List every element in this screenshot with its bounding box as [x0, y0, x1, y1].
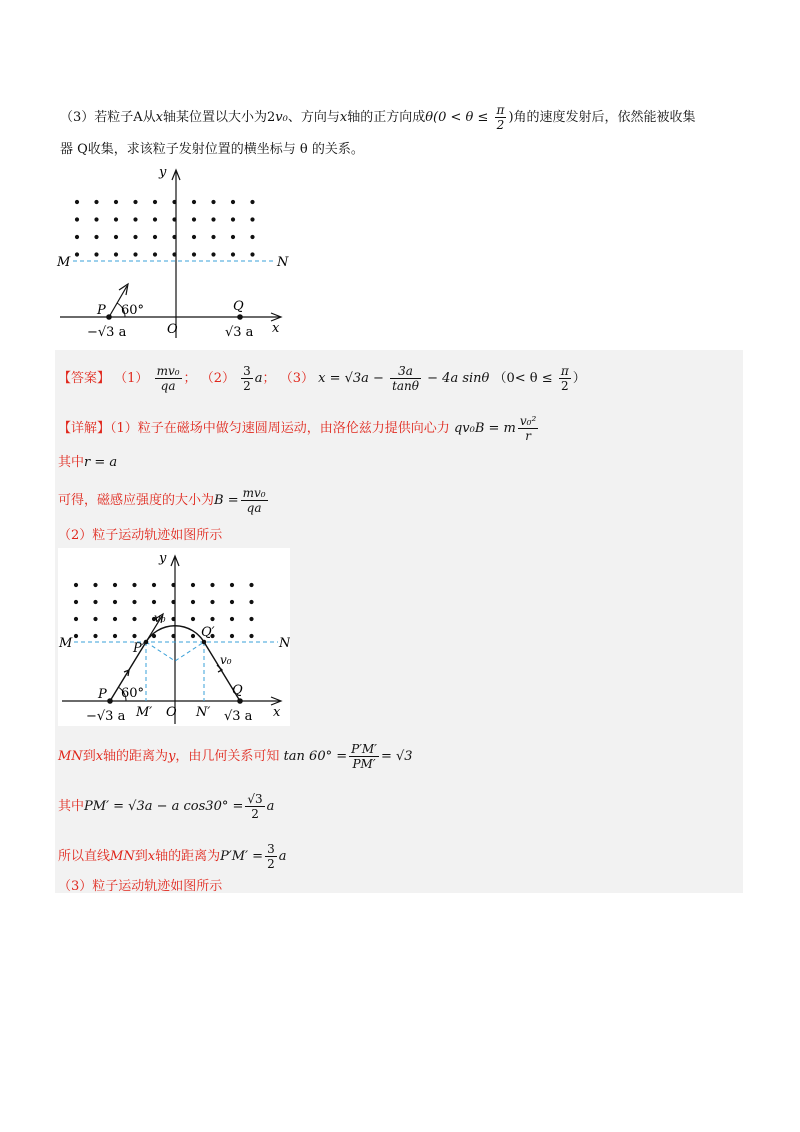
field-dot — [211, 200, 215, 204]
field-dot — [153, 235, 157, 239]
field-dot — [114, 200, 118, 204]
answer-1-fraction: $\frac{\text{mv₀}}{qa}$ — [156, 364, 180, 393]
detail-line-7 — [58, 842, 286, 871]
field-dot — [250, 200, 254, 204]
label-N: N — [279, 636, 290, 651]
detail-line-4: （2）粒子运动轨迹如图所示 — [58, 528, 223, 543]
field-dot — [132, 583, 136, 587]
field-dot — [93, 600, 97, 604]
field-dot — [133, 252, 137, 256]
field-dot — [211, 252, 215, 256]
tan-eq: tan 60° = — [283, 749, 348, 764]
b-eq: B = — [214, 493, 239, 508]
point-Q-prime — [202, 640, 207, 645]
field-dot — [75, 252, 79, 256]
label-Q: Q — [232, 683, 243, 698]
pm-prime-fraction: $\frac{3}{2}$ — [267, 842, 275, 871]
q-text: 轴某位置以大小为2 — [163, 110, 276, 125]
label-Q: Q — [233, 299, 244, 314]
field-dot — [210, 583, 214, 587]
label-P-prime: P′ — [133, 641, 145, 656]
detail-line-8: （3）粒子运动轨迹如图所示 — [58, 879, 223, 894]
label-v0-right: v₀ — [220, 653, 232, 667]
field-dot — [191, 617, 195, 621]
field-dot — [192, 235, 196, 239]
lorentz-fraction: $\frac{\text{v₀²}}{r}$ — [519, 414, 537, 443]
sep: ； — [262, 371, 276, 386]
sep: ； — [183, 371, 197, 386]
lorentz-eq: qv₀B = m — [453, 421, 516, 436]
field-dot — [94, 217, 98, 221]
field-dot — [132, 617, 136, 621]
pm-eq: PM′ = √3a − a cos30° = — [84, 799, 244, 814]
field-dot — [250, 252, 254, 256]
pm-prime-tail: a — [278, 849, 287, 864]
left-coord: −√3 a — [87, 325, 127, 340]
field-dot — [250, 217, 254, 221]
figure-2 — [58, 548, 290, 726]
label-M: M — [59, 636, 73, 651]
field-dot — [74, 583, 78, 587]
point-P — [107, 698, 113, 704]
field-dot — [113, 617, 117, 621]
angle-label: 60° — [121, 303, 145, 318]
field-dot — [74, 617, 78, 621]
field-dot — [191, 634, 195, 638]
field-dot — [153, 252, 157, 256]
magnetic-field-dots — [75, 200, 255, 257]
field-dot — [211, 217, 215, 221]
label-v0-left: v₀ — [154, 611, 166, 625]
field-dot — [231, 200, 235, 204]
detail-text: 其中 — [58, 799, 85, 814]
field-dot — [250, 235, 254, 239]
pm-fraction: $\frac{√3}{2}$ — [247, 792, 263, 821]
field-dot — [210, 617, 214, 621]
label-N: N — [277, 255, 289, 270]
detail-line-1 — [58, 414, 540, 443]
q-var: v₀ — [275, 110, 288, 125]
detail-line-3 — [58, 486, 270, 515]
field-dot — [231, 235, 235, 239]
field-dot — [191, 600, 195, 604]
angle-label: 60° — [121, 686, 145, 701]
answer-2-fraction: $\frac{3}{2}$ — [243, 364, 251, 393]
arrow-head — [119, 284, 128, 295]
question-line-2: 器 Q收集，求该粒子发射位置的横坐标与 θ 的关系。 — [60, 142, 364, 157]
field-dot — [114, 252, 118, 256]
pm-tail: a — [266, 799, 275, 814]
q-text: ) — [508, 110, 514, 125]
field-dot — [249, 634, 253, 638]
label-Q-prime: Q′ — [201, 625, 215, 640]
point-Q — [237, 698, 243, 704]
field-dot — [153, 217, 157, 221]
field-dot — [114, 235, 118, 239]
field-dot — [230, 634, 234, 638]
field-dot — [113, 600, 117, 604]
x-label: x — [273, 705, 281, 720]
answer-part-1: （1） — [114, 371, 149, 386]
field-dot — [231, 252, 235, 256]
field-dot — [191, 583, 195, 587]
left-coord: −√3 a — [86, 709, 126, 724]
field-dot — [75, 235, 79, 239]
field-dot — [93, 617, 97, 621]
answer-2-tail: a — [254, 371, 263, 386]
field-dot — [94, 200, 98, 204]
q-text: 、方向与 — [287, 110, 340, 125]
pi-over-two: $\frac{\pi}{2}$ — [496, 103, 505, 132]
q-var: x — [155, 110, 164, 125]
field-dot — [210, 600, 214, 604]
detail-line-5 — [58, 742, 413, 771]
detail-text: 可得，磁感应强度的大小为 — [58, 493, 215, 508]
field-dot — [133, 217, 137, 221]
question-line-1 — [60, 103, 696, 132]
detail-text: 到 — [82, 749, 96, 764]
q-text: 轴的正方向成 — [347, 110, 426, 125]
field-dot — [249, 617, 253, 621]
point-Q — [237, 314, 243, 320]
mn-label: MN — [58, 749, 83, 764]
answer-part-3: （3） — [279, 371, 314, 386]
label-P: P — [97, 303, 106, 318]
label-N-prime: N′ — [196, 705, 211, 720]
q-var: θ(0 < θ ≤ — [425, 110, 493, 125]
right-coord: √3 a — [225, 325, 254, 340]
detail-text: 到 — [134, 849, 148, 864]
field-dot — [231, 217, 235, 221]
field-dot — [94, 252, 98, 256]
field-dot — [192, 200, 196, 204]
field-dot — [113, 634, 117, 638]
tan-tail: = √3 — [380, 749, 413, 764]
field-dot — [192, 252, 196, 256]
field-dot — [153, 200, 157, 204]
answer-line — [58, 364, 586, 393]
field-dot — [249, 600, 253, 604]
b-fraction: $\frac{\text{mv₀}}{qa}$ — [242, 486, 266, 515]
field-dot — [93, 583, 97, 587]
field-dot — [230, 617, 234, 621]
detail-text: 轴的距离为 — [155, 849, 221, 864]
answer-3-expr-b: − 4a sinθ — [427, 371, 490, 386]
field-dot — [132, 634, 136, 638]
q-text: 角的速度发射后，依然能被收集 — [513, 110, 696, 125]
label-P: P — [98, 687, 107, 702]
field-dot — [133, 200, 137, 204]
label-O: O — [166, 705, 177, 720]
answer-3-expr: x = √3a − — [318, 371, 384, 386]
radius-eq: r = a — [84, 455, 118, 470]
field-dot — [74, 600, 78, 604]
field-dot — [74, 634, 78, 638]
field-dot — [75, 217, 79, 221]
field-dot — [211, 235, 215, 239]
field-dot — [230, 583, 234, 587]
tan-fraction: $\frac{P'M'}{PM'}$ — [351, 742, 377, 771]
detail-text: 轴的距离为 — [103, 749, 169, 764]
y-label: y — [159, 165, 167, 180]
detail-text: ，由几何关系可知 — [175, 749, 280, 764]
label-M: M — [57, 255, 71, 270]
field-dot — [94, 235, 98, 239]
field-dot — [114, 217, 118, 221]
figure-1 — [55, 162, 290, 340]
field-dot — [230, 600, 234, 604]
field-dot — [113, 583, 117, 587]
answer-tag: 【答案】 — [58, 371, 111, 386]
label-O: O — [167, 322, 178, 337]
field-dot — [249, 583, 253, 587]
answer-3-range-fraction: $\frac{\pi}{2}$ — [560, 364, 569, 393]
label-M-prime: M′ — [136, 705, 153, 720]
answer-3-fraction: $\frac{3a}{\tan\theta}$ — [392, 364, 420, 393]
right-coord: √3 a — [224, 709, 253, 724]
detail-line-6 — [58, 792, 274, 821]
y-label: y — [159, 551, 167, 566]
detail-text: 其中 — [58, 455, 85, 470]
field-dot — [192, 217, 196, 221]
detail-line-2 — [58, 454, 117, 472]
detail-tag: 【详解】 — [58, 421, 111, 436]
answer-3-close: ） — [572, 371, 586, 386]
field-dot — [132, 600, 136, 604]
field-dot — [75, 200, 79, 204]
answer-part-2: （2） — [200, 371, 235, 386]
answer-3-range: （0< θ ≤ — [493, 371, 553, 386]
y-var: y — [168, 749, 176, 764]
field-dot — [152, 600, 156, 604]
q-text: （3）若粒子A从 — [60, 110, 156, 125]
x-label: x — [272, 321, 280, 336]
mn-label: MN — [110, 849, 135, 864]
field-dot — [93, 634, 97, 638]
x-var: x — [95, 749, 104, 764]
detail-text: （1）粒子在磁场中做匀速圆周运动，由洛伦兹力提供向心力 — [110, 421, 450, 436]
x-var: x — [147, 849, 156, 864]
field-dot — [152, 583, 156, 587]
q-var: x — [339, 110, 348, 125]
field-dot — [133, 235, 137, 239]
pm-prime-eq: P′M′ = — [220, 849, 264, 864]
detail-text: 所以直线 — [58, 849, 111, 864]
